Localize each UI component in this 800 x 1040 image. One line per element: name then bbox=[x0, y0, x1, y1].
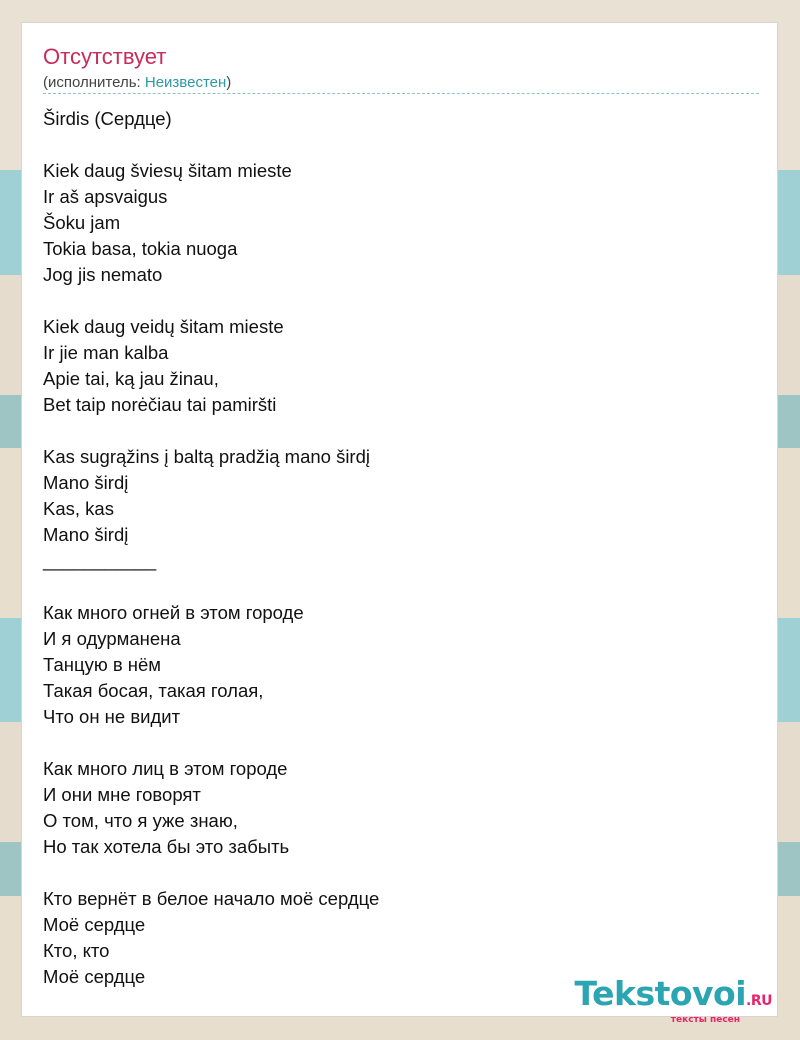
lyrics-blank-line bbox=[43, 730, 379, 756]
artist-suffix: ) bbox=[226, 74, 232, 91]
logo-tagline: тексты песен bbox=[670, 1015, 740, 1025]
lyrics-line: Šoku jam bbox=[43, 212, 121, 233]
lyrics-line: Кто, кто bbox=[43, 940, 110, 961]
lyrics-line: ___________ bbox=[43, 550, 157, 571]
artist-prefix: (исполнитель: bbox=[43, 74, 145, 91]
lyrics-line: Моё сердце bbox=[43, 966, 146, 987]
logo-name: Tekstovoi bbox=[574, 974, 747, 1013]
lyrics-line: Mano širdį bbox=[43, 472, 129, 493]
lyrics-line: И я одурманена bbox=[43, 628, 181, 649]
artist-line bbox=[43, 73, 231, 93]
logo-tld: .RU bbox=[746, 993, 772, 1009]
lyrics-line: Mano širdį bbox=[43, 524, 129, 545]
lyrics-line: Кто вернёт в белое начало моё сердце bbox=[43, 888, 380, 909]
lyrics-blank-line bbox=[43, 860, 379, 886]
lyrics-line: Танцую в нём bbox=[43, 654, 162, 675]
lyrics-line: Jog jis nemato bbox=[43, 264, 163, 285]
lyrics-line: Kiek daug veidų šitam mieste bbox=[43, 316, 284, 337]
artist-link[interactable]: Неизвестен bbox=[144, 74, 227, 91]
lyrics-line: Как много лиц в этом городе bbox=[43, 758, 288, 779]
lyrics-line: И они мне говорят bbox=[43, 784, 201, 805]
lyrics-line: Ir aš apsvaigus bbox=[43, 186, 168, 207]
lyrics-line: О том, что я уже знаю, bbox=[43, 810, 238, 831]
lyrics-line: Но так хотела бы это забыть bbox=[43, 836, 290, 857]
lyrics-card bbox=[21, 22, 778, 1017]
site-logo[interactable] bbox=[574, 976, 772, 1025]
lyrics-line: Такая босая, такая голая, bbox=[43, 680, 264, 701]
lyrics-line: Kas sugrąžins į baltą pradžią mano širdį bbox=[43, 446, 370, 467]
lyrics-line: Kiek daug šviesų šitam mieste bbox=[43, 160, 292, 181]
lyrics-line: Širdis (Сердце) bbox=[43, 108, 172, 129]
lyrics-line: Bet taip norėčiau tai pamiršti bbox=[43, 394, 277, 415]
lyrics-line: Tokia basa, tokia nuoga bbox=[43, 238, 238, 259]
lyrics-blank-line bbox=[43, 418, 379, 444]
dotted-divider bbox=[43, 93, 759, 94]
logo-wordmark bbox=[574, 976, 772, 1019]
lyrics-blank-line bbox=[43, 288, 379, 314]
lyrics-line: Что он не видит bbox=[43, 706, 181, 727]
lyrics-blank-line bbox=[43, 132, 379, 158]
song-title: Отсутствует bbox=[43, 44, 167, 69]
lyrics-line: Apie tai, ką jau žinau, bbox=[43, 368, 219, 389]
lyrics-text bbox=[43, 106, 379, 990]
lyrics-blank-line bbox=[43, 574, 379, 600]
lyrics-line: Моё сердце bbox=[43, 914, 146, 935]
lyrics-line: Kas, kas bbox=[43, 498, 114, 519]
lyrics-line: Ir jie man kalba bbox=[43, 342, 169, 363]
lyrics-line: Как много огней в этом городе bbox=[43, 602, 304, 623]
